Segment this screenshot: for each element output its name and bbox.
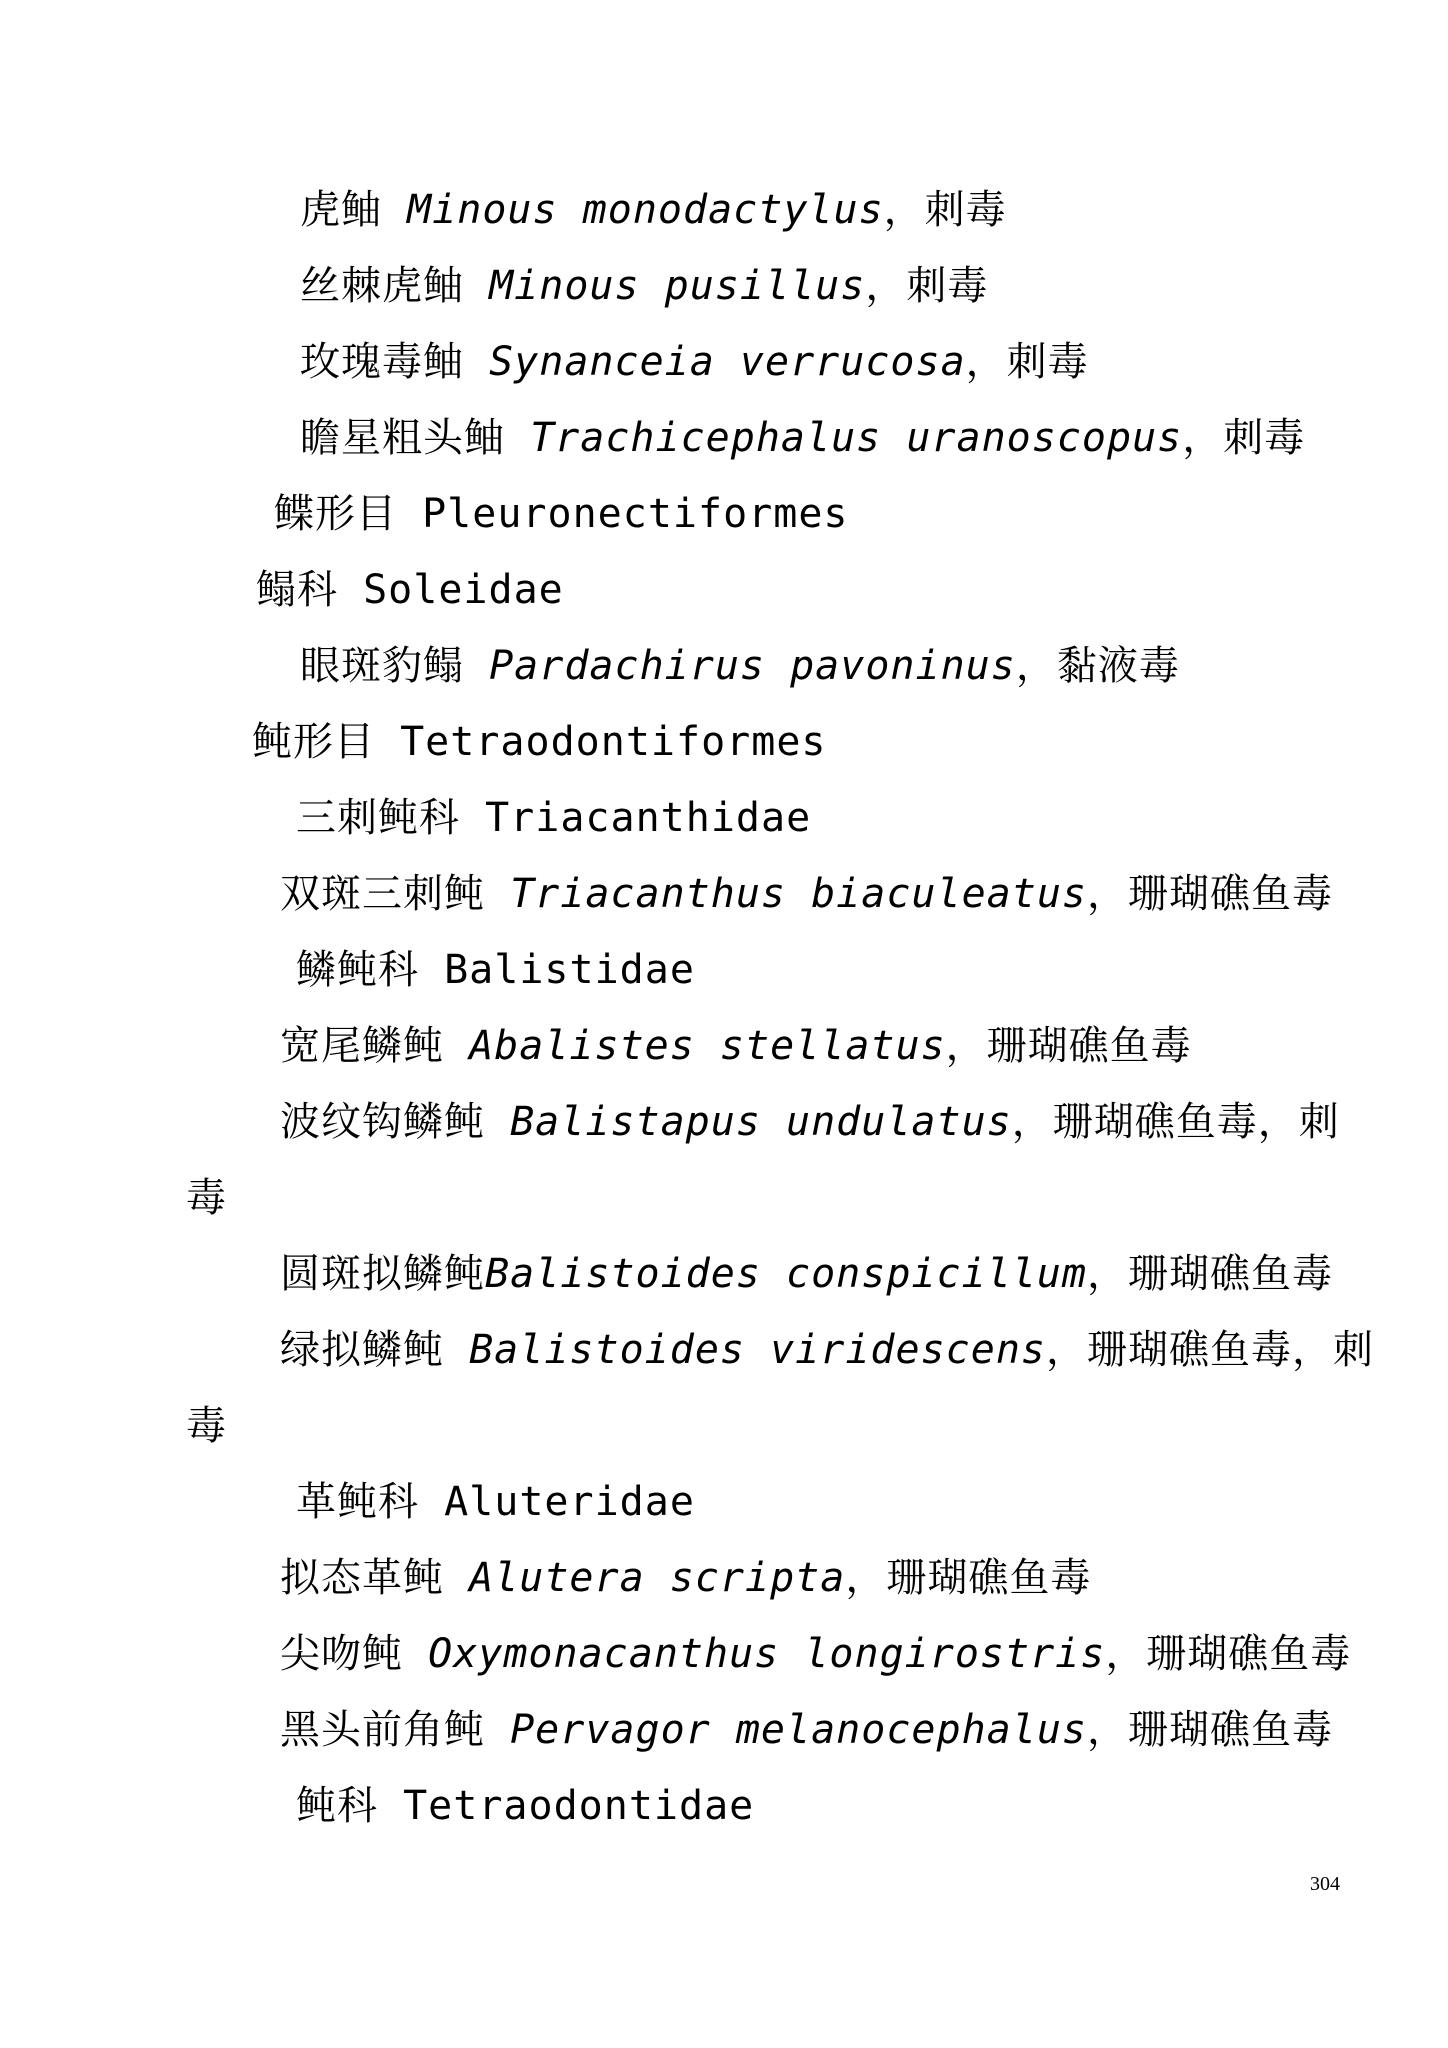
family-aluteridae: [296, 1478, 695, 1526]
entry-balistoides-viridescens: [280, 1326, 1374, 1374]
chinese-name: 鳞鲀科: [296, 947, 419, 993]
scientific-name: Pleuronectiformes: [422, 491, 849, 537]
scientific-name: Pardachirus pavoninus: [489, 643, 1016, 689]
scientific-name: Aluteridae: [444, 1479, 695, 1525]
chinese-name: 虎鲉: [300, 187, 382, 233]
scientific-name: Balistoides conspicillum: [485, 1251, 1087, 1297]
entry-pardachirus-pavoninus: [300, 642, 1180, 690]
chinese-name: 绿拟鳞鲀: [280, 1327, 444, 1373]
order-pleuronectiformes: [274, 490, 849, 538]
wrapped-character: 毒: [186, 1403, 227, 1449]
chinese-name: 鲀科: [296, 1783, 378, 1829]
order-tetraodontiformes: [252, 718, 827, 766]
toxin-note: ，黏液毒: [1015, 643, 1180, 689]
chinese-name: 鲀形目: [252, 719, 375, 765]
toxin-note: ，刺毒: [865, 263, 989, 309]
scientific-name: Soleidae: [363, 567, 564, 613]
family-triacanthidae: [296, 794, 811, 842]
toxin-note: ，刺毒: [965, 339, 1089, 385]
family-tetraodontidae: [296, 1782, 754, 1830]
family-soleidae: [256, 566, 564, 614]
toxin-note: ，珊瑚礁鱼毒: [1105, 1631, 1352, 1677]
toxin-note: ，珊瑚礁鱼毒: [1086, 1251, 1333, 1297]
chinese-name: 鳎科: [256, 567, 338, 613]
scientific-name: Triacanthus biaculeatus: [510, 871, 1087, 917]
chinese-name: 双斑三刺鲀: [280, 871, 485, 917]
chinese-name: 鲽形目: [274, 491, 397, 537]
chinese-name: 革鲀科: [296, 1479, 419, 1525]
scientific-name: Triacanthidae: [485, 795, 812, 841]
chinese-name: 瞻星粗头鲉: [300, 415, 505, 461]
wrapped-text: [186, 1174, 227, 1222]
scientific-name: Abalistes stellatus: [469, 1023, 946, 1069]
entry-minous-pusillus: [300, 262, 988, 310]
entry-abalistes-stellatus: [280, 1022, 1192, 1070]
page-number: 304: [1310, 1873, 1340, 1895]
entry-alutera-scripta: [280, 1554, 1091, 1602]
entry-oxymonacanthus-longirostris: [280, 1630, 1351, 1678]
scientific-name: Balistapus undulatus: [510, 1099, 1012, 1145]
chinese-name: 三刺鲀科: [296, 795, 460, 841]
entry-triacanthus-biaculeatus: [280, 870, 1333, 918]
scientific-name: Minous pusillus: [489, 263, 866, 309]
toxin-note: ，珊瑚礁鱼毒，刺: [1011, 1099, 1340, 1145]
toxin-note: ，刺毒: [883, 187, 1007, 233]
scientific-name: Balistidae: [444, 947, 695, 993]
entry-balistapus-undulatus: [280, 1098, 1340, 1146]
toxin-note: ，珊瑚礁鱼毒: [1086, 871, 1333, 917]
toxin-note: ，珊瑚礁鱼毒: [945, 1023, 1192, 1069]
entry-synanceia-verrucosa: [300, 338, 1089, 386]
scientific-name: Oxymonacanthus longirostris: [428, 1631, 1106, 1677]
scientific-name: Synanceia verrucosa: [489, 339, 966, 385]
toxin-note: ，珊瑚礁鱼毒，刺: [1045, 1327, 1374, 1373]
chinese-name: 玫瑰毒鲉: [300, 339, 464, 385]
toxin-note: ，珊瑚礁鱼毒: [1086, 1707, 1333, 1753]
wrapped-text: [186, 1402, 227, 1450]
scientific-name: Balistoides viridescens: [469, 1327, 1046, 1373]
scientific-name: Alutera scripta: [469, 1555, 846, 1601]
scientific-name: Trachicephalus uranoscopus: [530, 415, 1183, 461]
family-balistidae: [296, 946, 695, 994]
scientific-name: Tetraodontiformes: [400, 719, 827, 765]
scientific-name: Pervagor melanocephalus: [510, 1707, 1087, 1753]
entry-pervagor-melanocephalus: [280, 1706, 1333, 1754]
entry-balistoides-conspicillum: [280, 1250, 1333, 1298]
entry-trachicephalus-uranoscopus: [300, 414, 1305, 462]
chinese-name: 圆斑拟鳞鲀: [280, 1251, 485, 1297]
chinese-name: 宽尾鳞鲀: [280, 1023, 444, 1069]
toxin-note: ，珊瑚礁鱼毒: [845, 1555, 1092, 1601]
toxin-note: ，刺毒: [1182, 415, 1306, 461]
chinese-name: 丝棘虎鲉: [300, 263, 464, 309]
scientific-name: Minous monodactylus: [407, 187, 884, 233]
chinese-name: 拟态革鲀: [280, 1555, 444, 1601]
chinese-name: 尖吻鲀: [280, 1631, 403, 1677]
wrapped-character: 毒: [186, 1175, 227, 1221]
chinese-name: 黑头前角鲀: [280, 1707, 485, 1753]
chinese-name: 眼斑豹鳎: [300, 643, 464, 689]
scientific-name: Tetraodontidae: [403, 1783, 755, 1829]
chinese-name: 波纹钩鳞鲀: [280, 1099, 485, 1145]
entry-minous-monodactylus: [300, 186, 1007, 234]
